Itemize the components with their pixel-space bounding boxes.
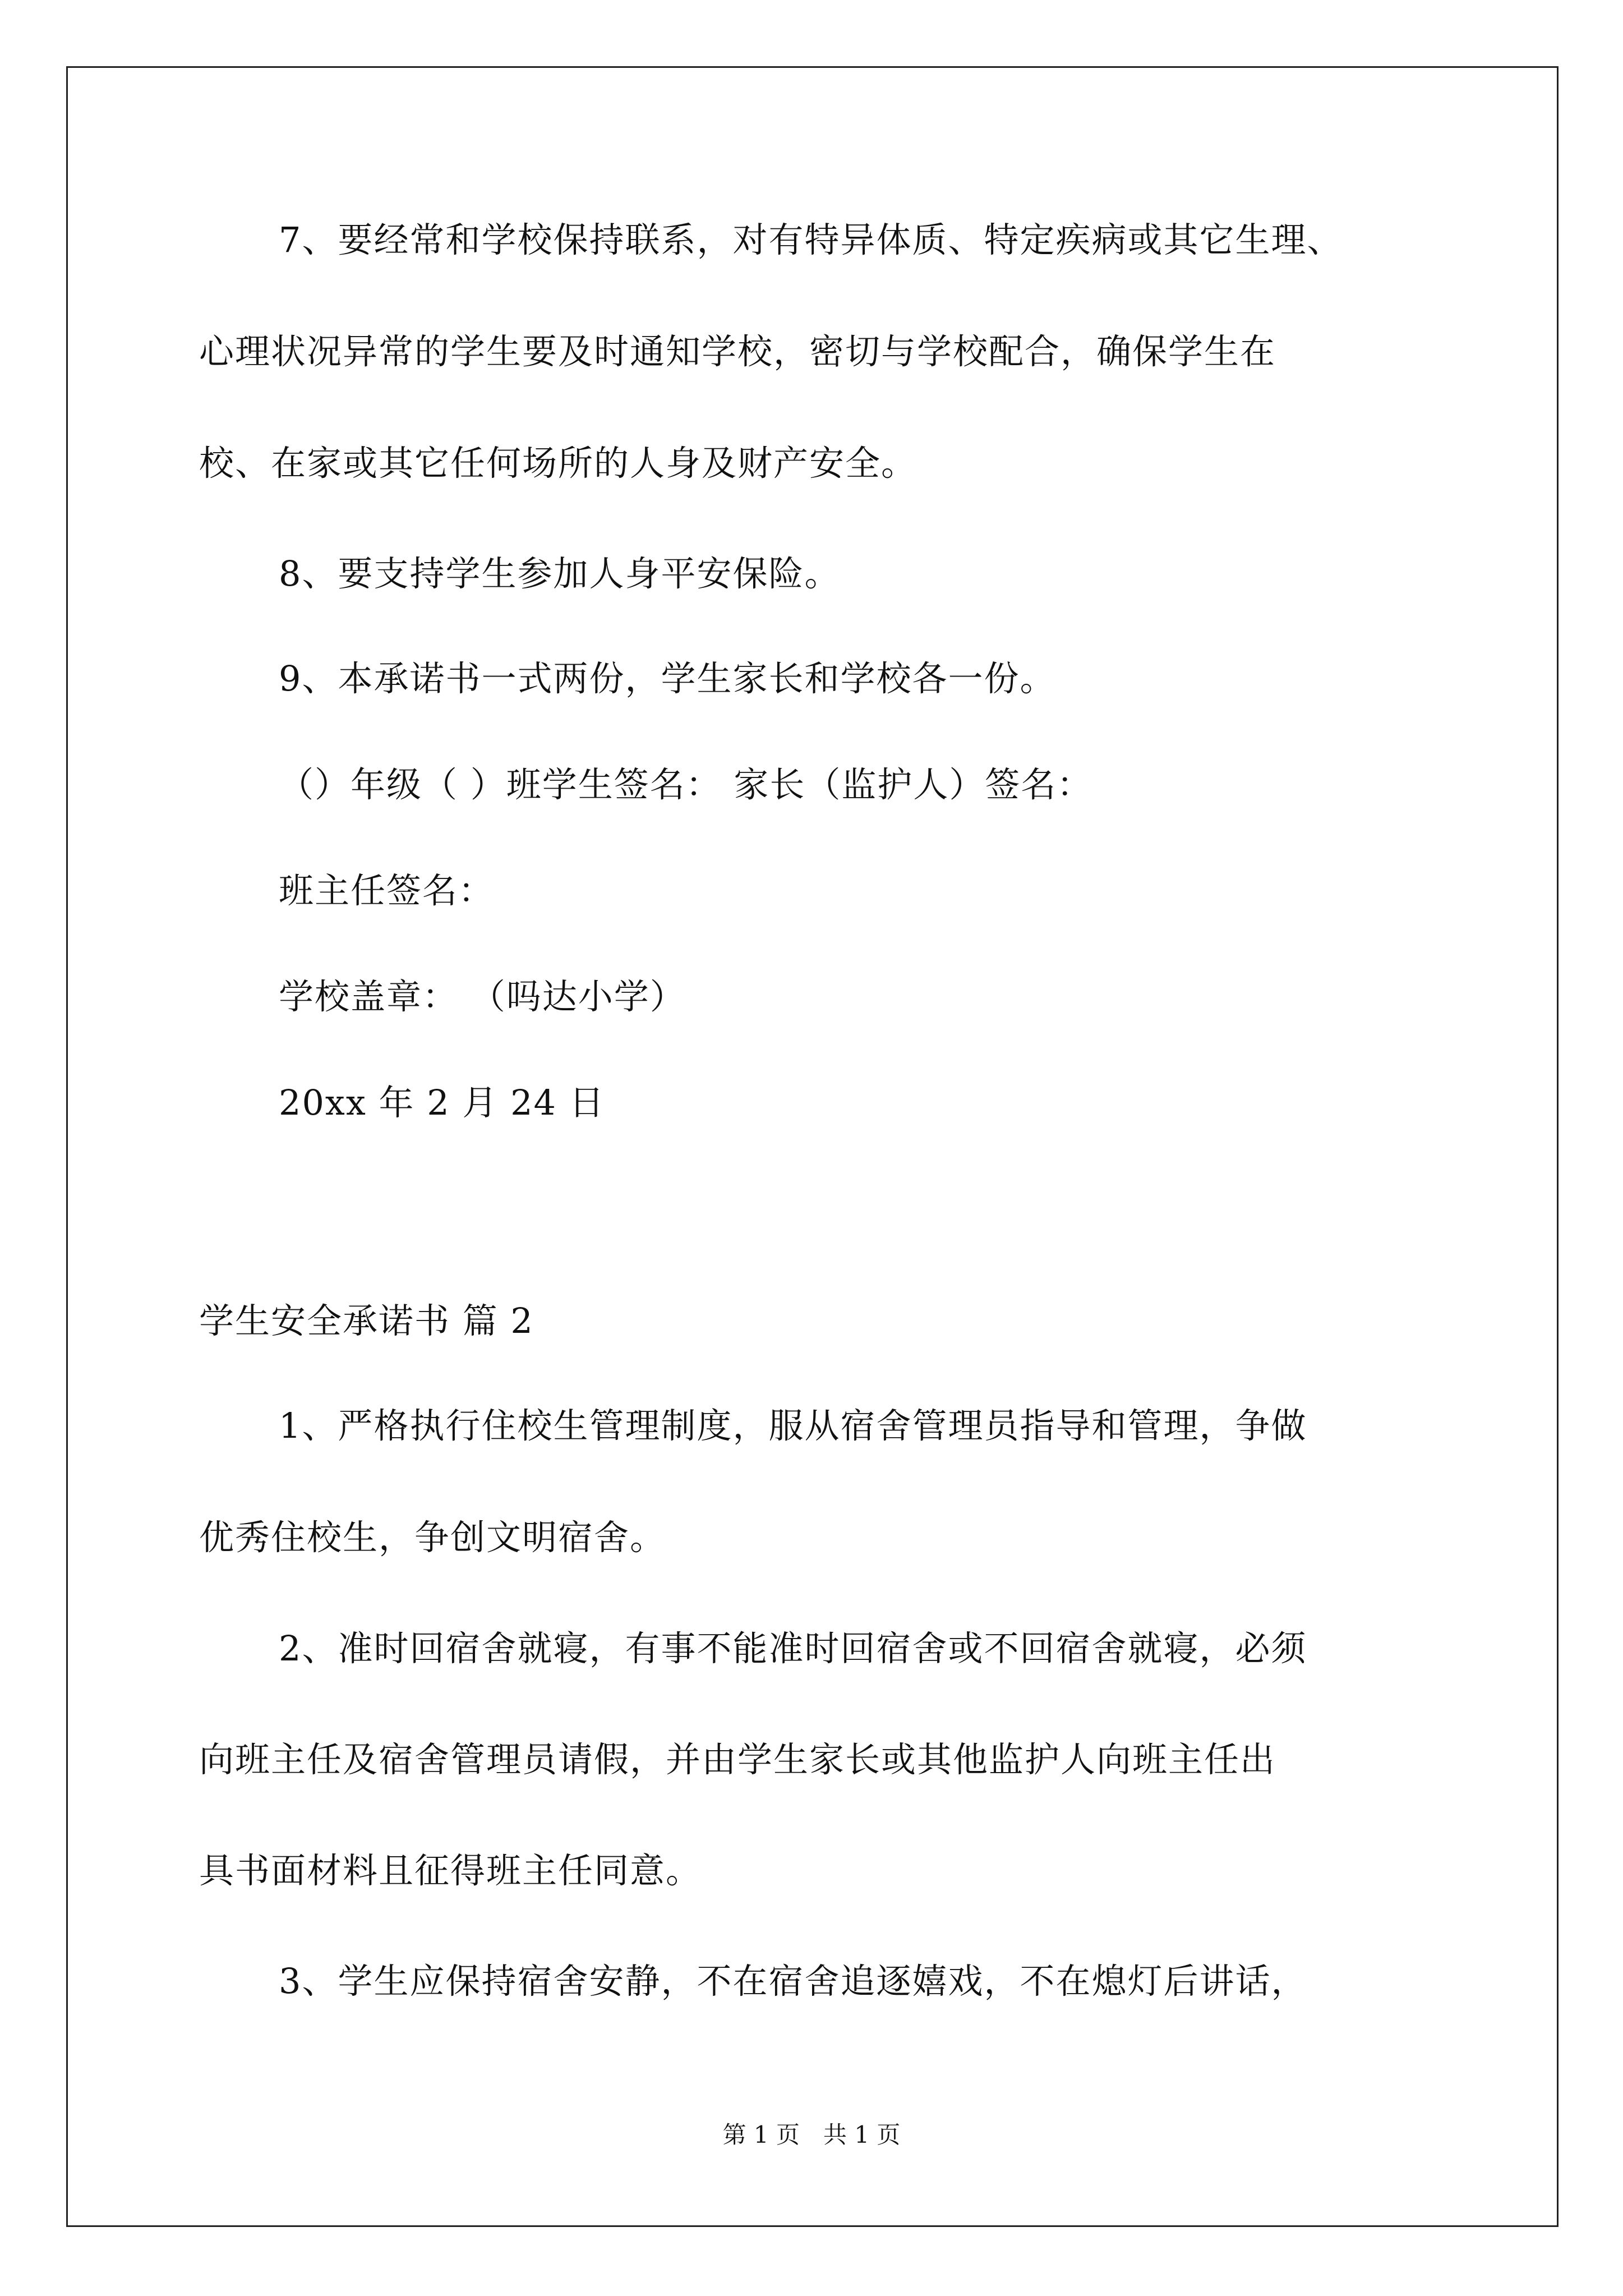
paragraph-7-line-2: 心理状况异常的学生要及时通知学校，密切与学校配合，确保学生在 <box>199 331 1276 372</box>
paragraph-9: 9、本承诺书一式两份，学生家长和学校各一份。 <box>279 658 1056 699</box>
date-line: 20xx 年 2 月 24 日 <box>279 1082 605 1123</box>
item-2-line-3: 具书面材料且征得班主任同意。 <box>199 1850 702 1891</box>
item-1-line-2: 优秀住校生，争创文明宿舍。 <box>199 1517 666 1558</box>
section-heading: 学生安全承诺书 篇 2 <box>199 1300 534 1341</box>
teacher-signature-line: 班主任签名： <box>279 870 495 911</box>
paragraph-8: 8、要支持学生参加人身平安保险。 <box>279 553 841 594</box>
school-seal-line: 学校盖章： （吗达小学） <box>279 976 686 1017</box>
item-2-line-1: 2、准时回宿舍就寝，有事不能准时回宿舍或不回宿舍就寝，必须 <box>279 1628 1307 1669</box>
paragraph-7-line-1: 7、要经常和学校保持联系，对有特异体质、特定疾病或其它生理、 <box>279 219 1343 260</box>
page-border <box>66 66 1559 2227</box>
item-3-line-1: 3、学生应保持宿舍安静，不在宿舍追逐嬉戏，不在熄灯后讲话， <box>279 1961 1307 2001</box>
item-2-line-2: 向班主任及宿舍管理员请假，并由学生家长或其他监护人向班主任出 <box>199 1739 1276 1780</box>
student-parent-signature-line: （）年级（ ）班学生签名： 家长（监护人）签名： <box>279 764 1093 805</box>
item-1-line-1: 1、严格执行住校生管理制度，服从宿舍管理员指导和管理，争做 <box>279 1405 1307 1446</box>
paragraph-7-line-3: 校、在家或其它任何场所的人身及财产安全。 <box>199 443 917 484</box>
page-footer: 第 1 页 共 1 页 <box>722 2121 901 2148</box>
